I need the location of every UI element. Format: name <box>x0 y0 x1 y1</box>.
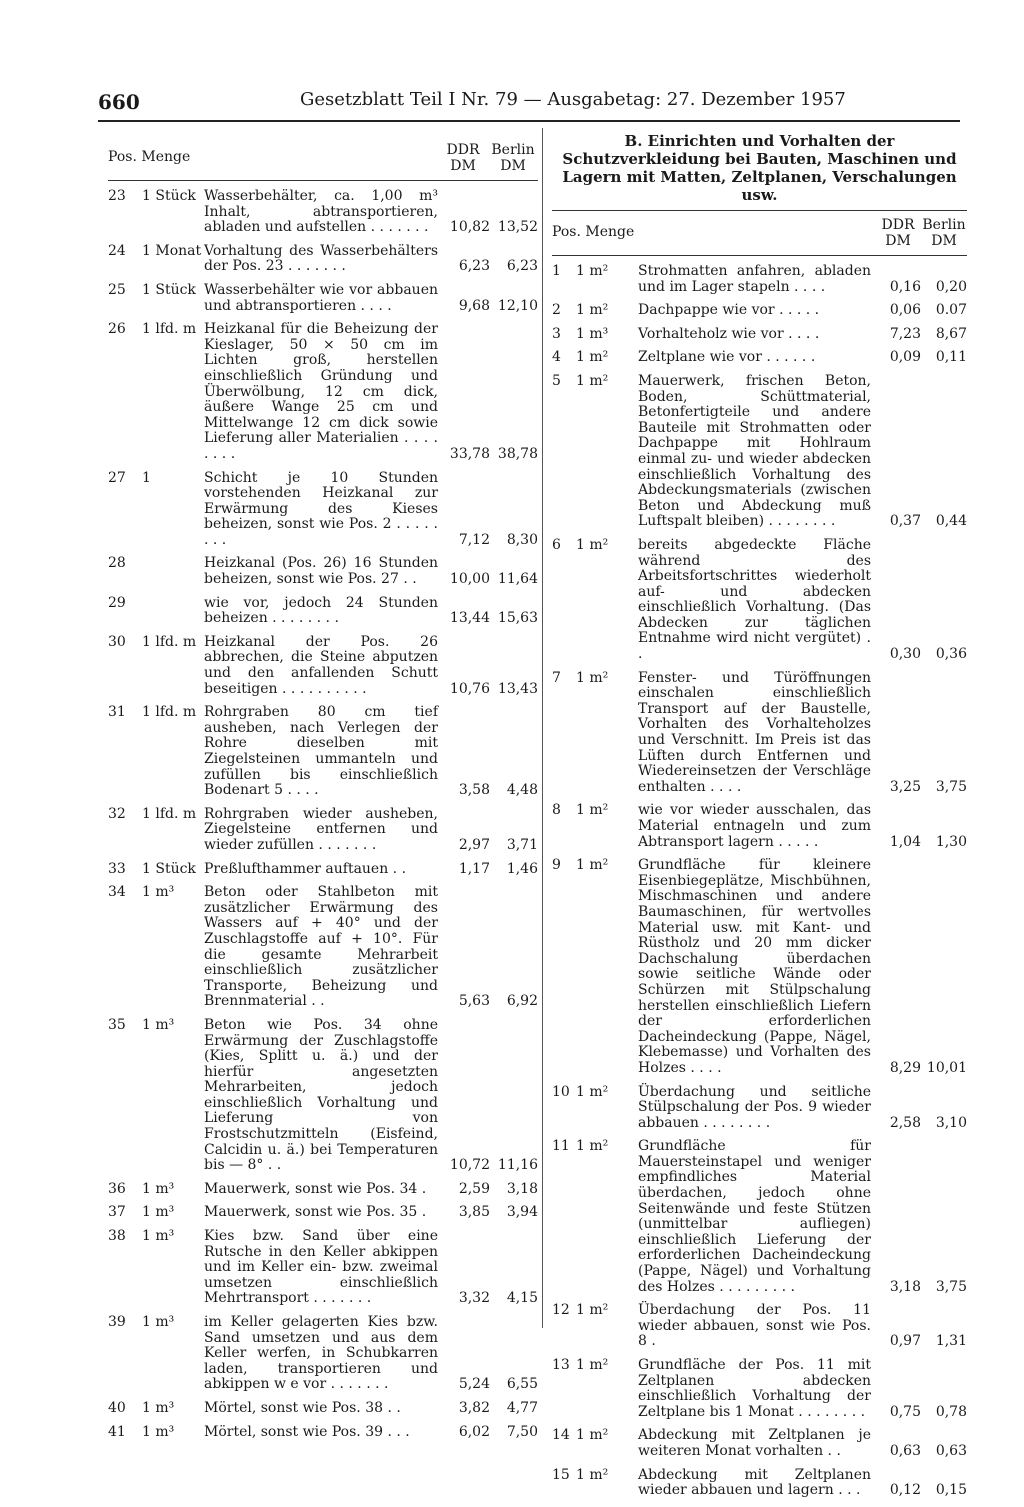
quantity-unit: 1 m³ <box>142 1228 175 1245</box>
table-row <box>552 327 967 343</box>
price-berlin: 11,16 <box>497 1157 538 1174</box>
table-row <box>108 635 538 697</box>
quantity-unit: 1 m² <box>576 1357 609 1373</box>
price-ddr: 0,16 <box>889 278 921 295</box>
price-ddr: 0,97 <box>889 1333 921 1350</box>
quantity-unit: 1 m³ <box>142 1204 175 1221</box>
header-berlin: Berlin DM <box>491 142 535 174</box>
position-number: 15 <box>552 1466 570 1483</box>
table-row <box>108 1018 538 1174</box>
position-number: 38 <box>108 1228 126 1245</box>
price-berlin: 0,11 <box>935 349 967 366</box>
quantity-unit: 1 <box>142 469 151 486</box>
price-ddr: 2,59 <box>458 1180 490 1197</box>
table-row <box>108 1401 538 1417</box>
position-number: 8 <box>552 802 561 819</box>
quantity-unit: 1 m³ <box>142 1180 175 1197</box>
quantity-unit: 1 Stück <box>142 281 196 298</box>
price-berlin: 13,43 <box>497 680 538 697</box>
position-number: 29 <box>108 594 126 611</box>
item-description: Abdeckung mit Zeltplanen wieder abbauen und lagern . . . <box>638 1466 871 1499</box>
table-header <box>108 142 538 181</box>
left-price-table <box>108 142 538 1448</box>
table-row <box>108 1182 538 1198</box>
quantity-unit: 1 m² <box>576 1302 609 1319</box>
item-description: Mauerwerk, sonst wie Pos. 35 . <box>204 1204 427 1221</box>
table-row <box>552 538 967 663</box>
item-description: Heizkanal für die Beheizung der Kieslager, 50 × 50 cm im Lichten groß, herstellen einschließlich Gründung und Überwölbung, 12 cm dick, äußere Wange 25 cm und Mittelwange 12 cm dick sowie Lieferung aller Materialien . . . . . . . . <box>204 321 438 462</box>
price-ddr: 3,58 <box>458 782 490 799</box>
position-number: 12 <box>552 1302 570 1319</box>
price-ddr: 3,25 <box>889 778 921 795</box>
quantity-unit: 1 m² <box>576 263 609 279</box>
price-berlin: 3,10 <box>935 1114 967 1131</box>
item-description: wie vor wieder ausschalen, das Material entnageln und zum Abtransport lagern . . . . . <box>638 802 871 850</box>
price-ddr: 0,37 <box>889 513 921 530</box>
table-row <box>552 803 967 850</box>
table-row <box>552 1139 967 1295</box>
position-number: 26 <box>108 321 126 338</box>
price-ddr: 1,17 <box>458 860 490 877</box>
position-number: 36 <box>108 1180 126 1197</box>
item-description: Strohmatten anfahren, abladen und im Lager stapeln . . . . <box>638 263 871 295</box>
item-description: Fenster- und Türöffnungen einschalen einschließlich Transport auf der Baustelle, Vorhalten des Vorhalteholzes und Verschnitt. Im Preis ist das Lüften durch Entfernen und Wiedereinsetzen der Verschläge enthalten . . . . <box>638 669 871 795</box>
price-berlin: 1,30 <box>935 833 967 850</box>
position-number: 6 <box>552 536 561 553</box>
price-berlin: 0,63 <box>935 1442 967 1459</box>
price-berlin: 3,71 <box>506 836 538 853</box>
price-ddr: 8,29 <box>889 1059 921 1076</box>
header-berlin: Berlin DM <box>922 217 966 249</box>
position-number: 24 <box>108 242 126 259</box>
price-ddr: 10,76 <box>449 680 490 697</box>
table-row <box>552 350 967 366</box>
item-description: Rohrgraben 80 cm tief ausheben, nach Verlegen der Rohre dieselben mit Ziegelsteinen ummanteln und zufüllen bis einschließlich Bodenart 5 . . . . <box>204 704 438 799</box>
price-berlin: 1,46 <box>506 860 538 877</box>
header-ddr: DDR DM <box>446 142 480 174</box>
header-pos-menge: Pos. Menge <box>552 224 635 241</box>
price-ddr: 6,02 <box>458 1423 490 1440</box>
item-description: Wasserbehälter, ca. 1,00 m³ Inhalt, abtransportieren, abladen und aufstellen . . . . . . . <box>204 188 438 236</box>
table-row <box>108 189 538 236</box>
quantity-unit <box>142 596 204 627</box>
table-body <box>552 264 967 1499</box>
price-ddr: 1,04 <box>889 833 921 850</box>
page-number: 660 <box>98 90 140 114</box>
item-description: Grundfläche für Mauersteinstapel und weniger empfindliches Material überdachen, jedoch ohne Seitenwände und feste Stützen (unmittelbar aufliegen) einschließlich Lieferung der erforderlichen Dacheindeckung (Pappe, Nägel) und Vorhaltung des Holzes . . . . . . . . . <box>638 1138 871 1295</box>
quantity-unit: 1 m² <box>576 349 609 366</box>
column-divider <box>542 128 543 1328</box>
position-number: 35 <box>108 1016 126 1033</box>
section-title: B. Einrichten und Vorhalten der Schutzverkleidung bei Bauten, Maschinen und Lagern mit Matten, Zeltplanen, Verschalungen usw. <box>562 132 957 204</box>
table-row <box>552 303 967 319</box>
price-ddr: 3,82 <box>458 1399 490 1416</box>
price-berlin: 6,23 <box>506 258 538 275</box>
quantity-unit: 1 m² <box>576 302 609 319</box>
price-berlin: 0,20 <box>935 278 967 295</box>
quantity-unit: 1 lfd. m <box>142 704 197 721</box>
price-berlin: 4,77 <box>506 1399 538 1416</box>
right-price-table <box>552 132 967 1507</box>
position-number: 5 <box>552 372 561 389</box>
price-ddr: 2,58 <box>889 1114 921 1131</box>
quantity-unit: 1 m³ <box>142 884 175 901</box>
table-row <box>552 374 967 530</box>
price-ddr: 10,72 <box>449 1157 490 1174</box>
position-number: 7 <box>552 669 561 686</box>
price-ddr: 5,63 <box>458 993 490 1010</box>
quantity-unit: 1 m² <box>576 1083 609 1100</box>
table-row <box>552 858 967 1076</box>
table-row <box>552 1468 967 1499</box>
item-description: bereits abgedeckte Fläche während des Arbeitsfortschrittes wiederholt auf- und abdecken einschließlich Vorhaltung. (Das Abdecken zur täglichen Entnahme wird nicht vergütet) . . <box>638 536 871 663</box>
price-ddr: 0,30 <box>889 646 921 663</box>
position-number: 33 <box>108 860 126 877</box>
quantity-unit: 1 lfd. m <box>142 633 197 650</box>
position-number: 27 <box>108 469 126 486</box>
position-number: 31 <box>108 704 126 721</box>
price-berlin: 3,75 <box>935 1278 967 1295</box>
price-ddr: 7,12 <box>458 531 490 548</box>
item-description: Abdeckung mit Zeltplanen je weiteren Monat vorhalten . . <box>638 1427 871 1459</box>
quantity-unit: 1 m³ <box>142 1399 175 1416</box>
table-row <box>552 1085 967 1132</box>
item-description: im Keller gelagerten Kies bzw. Sand umsetzen und aus dem Keller werfen, in Schubkarren laden, transportieren und abkippen w e vor . . . . . . . <box>204 1314 438 1393</box>
position-number: 37 <box>108 1204 126 1221</box>
item-description: Zeltplane wie vor . . . . . . <box>638 349 816 366</box>
table-row <box>108 1315 538 1393</box>
table-row <box>108 705 538 799</box>
quantity-unit: 1 m² <box>576 536 609 553</box>
position-number: 13 <box>552 1357 570 1373</box>
price-berlin: 8,30 <box>506 531 538 548</box>
item-description: wie vor, jedoch 24 Stunden beheizen . . . . . . . . <box>204 594 438 627</box>
price-ddr: 13,44 <box>449 610 490 627</box>
price-ddr: 0,09 <box>889 349 921 366</box>
quantity-unit: 1 m² <box>576 802 609 819</box>
position-number: 2 <box>552 302 561 319</box>
table-row <box>108 885 538 1010</box>
item-description: Grundfläche für kleinere Eisenbiegeplätze, Mischbühnen, Mischmaschinen und andere Baumaschinen, für wertvolles Material usw. mit Kant- und Rüstholz und 20 mm dicker Dachschalung überdachen sowie seitliche Wände oder Schürzen mit Stülpschalung herstellen einschließlich Liefern der erforderlichen Dacheindeckung (Pappe, Nägel, Klebemasse) und Vorhalten des Holzes . . . . <box>638 857 871 1076</box>
item-description: Überdachung der Pos. 11 wieder abbauen, sonst wie Pos. 8 . <box>638 1302 871 1350</box>
table-row <box>552 671 967 796</box>
price-ddr: 0,63 <box>889 1442 921 1459</box>
quantity-unit: 1 m² <box>576 857 609 874</box>
price-berlin: 6,55 <box>506 1376 538 1393</box>
position-number: 11 <box>552 1138 570 1155</box>
position-number: 1 <box>552 263 561 279</box>
quantity-unit: 1 Stück <box>142 860 196 877</box>
item-description: Mauerwerk, frischen Beton, Boden, Schüttmaterial, Betonfertigteile und andere Bauteile mit Strohmatten oder Dachpappe mit Hohlraum einmal zu- und wieder abdecken einschließlich Vorhaltung des Abdeckungsmaterials (zwischen Beton und Abdeckung muß Luftspalt bleiben) . . . . . . . . <box>638 372 871 530</box>
quantity-unit: 1 Stück <box>142 188 196 204</box>
table-row <box>108 283 538 314</box>
item-description: Beton wie Pos. 34 ohne Erwärmung der Zuschlagstoffe (Kies, Splitt u. ä.) und der hierfür angesetzten Mehrarbeiten, jedoch einschließlich Vorhaltung und Lieferung von Frostschutzmitteln (Eisfeind, Calcidin u. ä.) bei Temperaturen bis — 8° . . <box>204 1016 438 1174</box>
quantity-unit: 1 m² <box>576 372 609 389</box>
table-row <box>108 807 538 854</box>
price-berlin: 1,31 <box>935 1333 967 1350</box>
price-ddr: 3,18 <box>889 1278 921 1295</box>
table-row <box>552 1303 967 1350</box>
price-berlin: 11,64 <box>497 571 538 588</box>
price-berlin: 12,10 <box>497 297 538 314</box>
table-row <box>552 264 967 295</box>
item-description: Preßlufthammer auftauen . . <box>204 860 407 877</box>
header-ddr: DDR DM <box>881 217 915 249</box>
table-row <box>108 244 538 275</box>
table-row <box>108 1229 538 1307</box>
item-description: Vorhalteholz wie vor . . . . <box>638 325 820 342</box>
table-row <box>552 1358 967 1420</box>
quantity-unit: 1 m³ <box>576 325 609 342</box>
price-ddr: 5,24 <box>458 1376 490 1393</box>
position-number: 4 <box>552 349 561 366</box>
price-berlin: 13,52 <box>497 219 538 236</box>
table-body <box>108 189 538 1440</box>
price-ddr: 9,68 <box>458 297 490 314</box>
price-berlin: 0,78 <box>935 1403 967 1420</box>
quantity-unit: 1 Monat <box>142 242 202 259</box>
position-number: 14 <box>552 1427 570 1444</box>
price-ddr: 6,23 <box>458 258 490 275</box>
item-description: Mörtel, sonst wie Pos. 38 . . <box>204 1399 401 1416</box>
price-berlin: 0.07 <box>935 302 967 319</box>
price-berlin: 4,15 <box>506 1290 538 1307</box>
item-description: Überdachung und seitliche Stülpschalung der Pos. 9 wieder abbauen . . . . . . . . <box>638 1083 871 1131</box>
table-row <box>552 1428 967 1459</box>
quantity-unit: 1 m³ <box>142 1423 175 1440</box>
quantity-unit: 1 m² <box>576 1466 609 1483</box>
item-description: Dachpappe wie vor . . . . . <box>638 302 820 319</box>
table-header <box>552 210 967 256</box>
item-description: Vorhaltung des Wasserbehälters der Pos. 23 . . . . . . . <box>204 242 438 275</box>
price-berlin: 3,75 <box>935 778 967 795</box>
price-berlin: 0,44 <box>935 513 967 530</box>
position-number: 28 <box>108 555 126 572</box>
item-description: Rohrgraben wieder ausheben, Ziegelsteine entfernen und wieder zufüllen . . . . . . . <box>204 805 438 853</box>
position-number: 25 <box>108 281 126 298</box>
quantity-unit: 1 m³ <box>142 1314 175 1330</box>
position-number: 9 <box>552 857 561 874</box>
position-number: 30 <box>108 633 126 650</box>
quantity-unit: 1 m² <box>576 1427 609 1444</box>
table-row <box>108 1425 538 1441</box>
price-berlin: 8,67 <box>935 325 967 342</box>
price-ddr: 3,32 <box>458 1290 490 1307</box>
price-ddr: 7,23 <box>889 325 921 342</box>
position-number: 34 <box>108 884 126 901</box>
position-number: 40 <box>108 1399 126 1416</box>
item-description: Heizkanal der Pos. 26 abbrechen, die Steine abputzen und den anfallenden Schutt beseitigen . . . . . . . . . . <box>204 633 438 697</box>
table-row <box>108 862 538 878</box>
item-description: Mörtel, sonst wie Pos. 39 . . . <box>204 1423 410 1440</box>
item-description: Kies bzw. Sand über eine Rutsche in den Keller abkippen und im Keller ein- bzw. zweimal umsetzen einschließlich Mehrtransport . . . . . . . <box>204 1228 438 1307</box>
quantity-unit: 1 m³ <box>142 1016 175 1033</box>
price-ddr: 0,75 <box>889 1403 921 1420</box>
position-number: 41 <box>108 1423 126 1440</box>
price-berlin: 3,94 <box>506 1204 538 1221</box>
item-description: Grundfläche der Pos. 11 mit Zeltplanen abdecken einschließlich Vorhaltung der Zeltplane bis 1 Monat . . . . . . . . <box>638 1357 871 1420</box>
price-berlin: 15,63 <box>497 610 538 627</box>
table-row <box>108 1205 538 1221</box>
price-ddr: 10,82 <box>449 219 490 236</box>
price-berlin: 6,92 <box>506 993 538 1010</box>
quantity-unit <box>142 556 204 587</box>
quantity-unit: 1 m² <box>576 669 609 686</box>
item-description: Schicht je 10 Stunden vorstehenden Heizkanal zur Erwärmung des Kieses beheizen, sonst wie Pos. 2 . . . . . . . . <box>204 469 438 548</box>
table-row <box>108 596 538 627</box>
item-description: Heizkanal (Pos. 26) 16 Stunden beheizen, sonst wie Pos. 27 . . <box>204 555 438 588</box>
price-ddr: 10,00 <box>449 571 490 588</box>
item-description: Beton oder Stahlbeton mit zusätzlicher Erwärmung des Wassers auf + 40° und der Zuschlagstoffe auf + 10°. Für die gesamte Mehrarbeit einschließlich zusätzlicher Transporte, Beheizung und Brennmaterial . . <box>204 884 438 1010</box>
position-number: 39 <box>108 1314 126 1330</box>
item-description: Mauerwerk, sonst wie Pos. 34 . <box>204 1180 427 1197</box>
header-rule <box>98 120 960 122</box>
price-berlin: 10,01 <box>926 1059 967 1076</box>
position-number: 32 <box>108 805 126 822</box>
price-berlin: 3,18 <box>506 1180 538 1197</box>
price-ddr: 2,97 <box>458 836 490 853</box>
price-berlin: 0,36 <box>935 646 967 663</box>
price-berlin: 38,78 <box>497 445 538 462</box>
price-berlin: 4,48 <box>506 782 538 799</box>
quantity-unit: 1 lfd. m <box>142 321 197 338</box>
position-number: 10 <box>552 1083 570 1100</box>
price-ddr: 33,78 <box>449 445 490 462</box>
quantity-unit: 1 lfd. m <box>142 805 197 822</box>
quantity-unit: 1 m² <box>576 1138 609 1155</box>
table-row <box>108 322 538 462</box>
table-row <box>108 556 538 587</box>
price-berlin: 7,50 <box>506 1423 538 1440</box>
table-row <box>108 471 538 549</box>
item-description: Wasserbehälter wie vor abbauen und abtransportieren . . . . <box>204 281 438 314</box>
price-ddr: 0,06 <box>889 302 921 319</box>
price-berlin: 0,15 <box>935 1482 967 1499</box>
position-number: 23 <box>108 188 126 204</box>
running-header: Gesetzblatt Teil I Nr. 79 — Ausgabetag: 27. Dezember 1957 <box>300 89 846 110</box>
header-pos-menge: Pos. Menge <box>108 149 191 166</box>
price-ddr: 0,12 <box>889 1482 921 1499</box>
position-number: 3 <box>552 325 561 342</box>
price-ddr: 3,85 <box>458 1204 490 1221</box>
